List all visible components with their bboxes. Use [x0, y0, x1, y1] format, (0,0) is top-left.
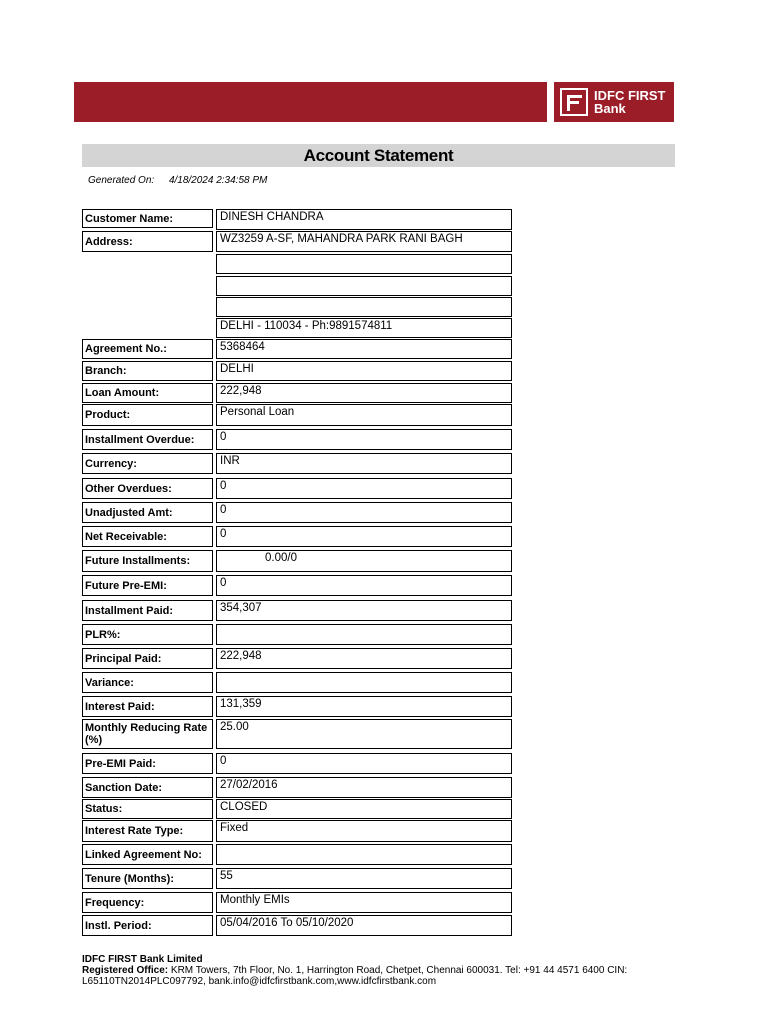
linked-agreement-no-value — [216, 844, 512, 865]
customer-name-value: DINESH CHANDRA — [216, 209, 512, 230]
unadjusted-amt-label: Unadjusted Amt: — [82, 502, 213, 523]
generated-value: 4/18/2024 2:34:58 PM — [168, 175, 268, 186]
future-pre-emi-value: 0 — [216, 575, 512, 596]
instl-period-label: Instl. Period: — [82, 915, 213, 936]
status-value: CLOSED — [216, 799, 512, 819]
logo-name-line1: IDFC FIRST — [594, 88, 666, 103]
net-receivable-value: 0 — [216, 526, 512, 547]
frequency-label: Frequency: — [82, 892, 213, 913]
principal-paid-label: Principal Paid: — [82, 648, 213, 669]
sanction-date-value: 27/02/2016 — [216, 777, 512, 798]
installment-paid-label: Installment Paid: — [82, 600, 213, 621]
currency-value: INR — [216, 453, 512, 474]
pre-emi-paid-label: Pre-EMI Paid: — [82, 753, 213, 774]
footer — [82, 954, 682, 987]
linked-agreement-no-label: Linked Agreement No: — [82, 844, 213, 865]
installment-paid-value: 354,307 — [216, 600, 512, 621]
address-label: Address: — [82, 231, 213, 252]
future-pre-emi-label: Future Pre-EMI: — [82, 575, 213, 596]
frequency-value: Monthly EMIs — [216, 892, 512, 913]
logo-name-line2: Bank — [594, 101, 626, 116]
address-line3 — [216, 276, 512, 296]
installment-overdue-value: 0 — [216, 429, 512, 450]
installment-overdue-label: Installment Overdue: — [82, 429, 213, 450]
branch-value: DELHI — [216, 361, 512, 381]
plr-value — [216, 624, 512, 645]
instl-period-value: 05/04/2016 To 05/10/2020 — [216, 915, 512, 936]
address-line2 — [216, 254, 512, 274]
generated-label: Generated On: — [88, 175, 155, 186]
monthly-reducing-rate-value: 25.00 — [216, 719, 512, 749]
footer-company: IDFC FIRST Bank Limited — [82, 954, 203, 965]
idfc-logo-icon — [560, 88, 588, 116]
other-overdues-value: 0 — [216, 478, 512, 499]
product-label: Product: — [82, 404, 213, 426]
variance-label: Variance: — [82, 672, 213, 693]
address-line4 — [216, 297, 512, 317]
branch-label: Branch: — [82, 361, 213, 381]
tenure-months-label: Tenure (Months): — [82, 868, 213, 889]
future-installments-value: 0.00/0 — [216, 550, 512, 572]
title-band — [82, 144, 675, 167]
currency-label: Currency: — [82, 453, 213, 474]
agreement-no-value: 5368464 — [216, 339, 512, 359]
pre-emi-paid-value: 0 — [216, 753, 512, 774]
net-receivable-label: Net Receivable: — [82, 526, 213, 547]
footer-cin: L65110TN2014PLC097792, bank.info@idfcfirstbank.com,www.idfcfirstbank.com — [82, 976, 437, 987]
interest-paid-label: Interest Paid: — [82, 696, 213, 717]
loan-amount-label: Loan Amount: — [82, 383, 213, 403]
product-value: Personal Loan — [216, 404, 512, 426]
interest-rate-type-value: Fixed — [216, 820, 512, 842]
status-label: Status: — [82, 799, 213, 819]
loan-amount-value: 222,948 — [216, 383, 512, 403]
header-bar — [74, 82, 547, 122]
tenure-months-value: 55 — [216, 868, 512, 889]
plr-label: PLR%: — [82, 624, 213, 645]
interest-paid-value: 131,359 — [216, 696, 512, 717]
variance-value — [216, 672, 512, 693]
address-last-line: DELHI - 110034 - Ph:9891574811 — [216, 318, 512, 338]
interest-rate-type-label: Interest Rate Type: — [82, 820, 213, 842]
footer-office-text: KRM Towers, 7th Floor, No. 1, Harrington Road, Chetpet, Chennai 600031. Tel: +91 44 4571 6400 CIN: — [168, 965, 628, 976]
other-overdues-label: Other Overdues: — [82, 478, 213, 499]
customer-name-label: Customer Name: — [82, 209, 213, 228]
bank-logo — [554, 82, 674, 122]
page-title: Account Statement — [303, 146, 454, 165]
footer-office-label: Registered Office: — [82, 965, 169, 976]
unadjusted-amt-value: 0 — [216, 502, 512, 523]
future-installments-label: Future Installments: — [82, 550, 213, 572]
generated-on — [88, 175, 267, 186]
sanction-date-label: Sanction Date: — [82, 777, 213, 798]
monthly-reducing-rate-label: Monthly Reducing Rate (%) — [82, 719, 213, 749]
logo-text — [594, 89, 666, 115]
agreement-no-label: Agreement No.: — [82, 339, 213, 359]
address-line1: WZ3259 A-SF, MAHANDRA PARK RANI BAGH — [216, 231, 512, 252]
principal-paid-value: 222,948 — [216, 648, 512, 669]
